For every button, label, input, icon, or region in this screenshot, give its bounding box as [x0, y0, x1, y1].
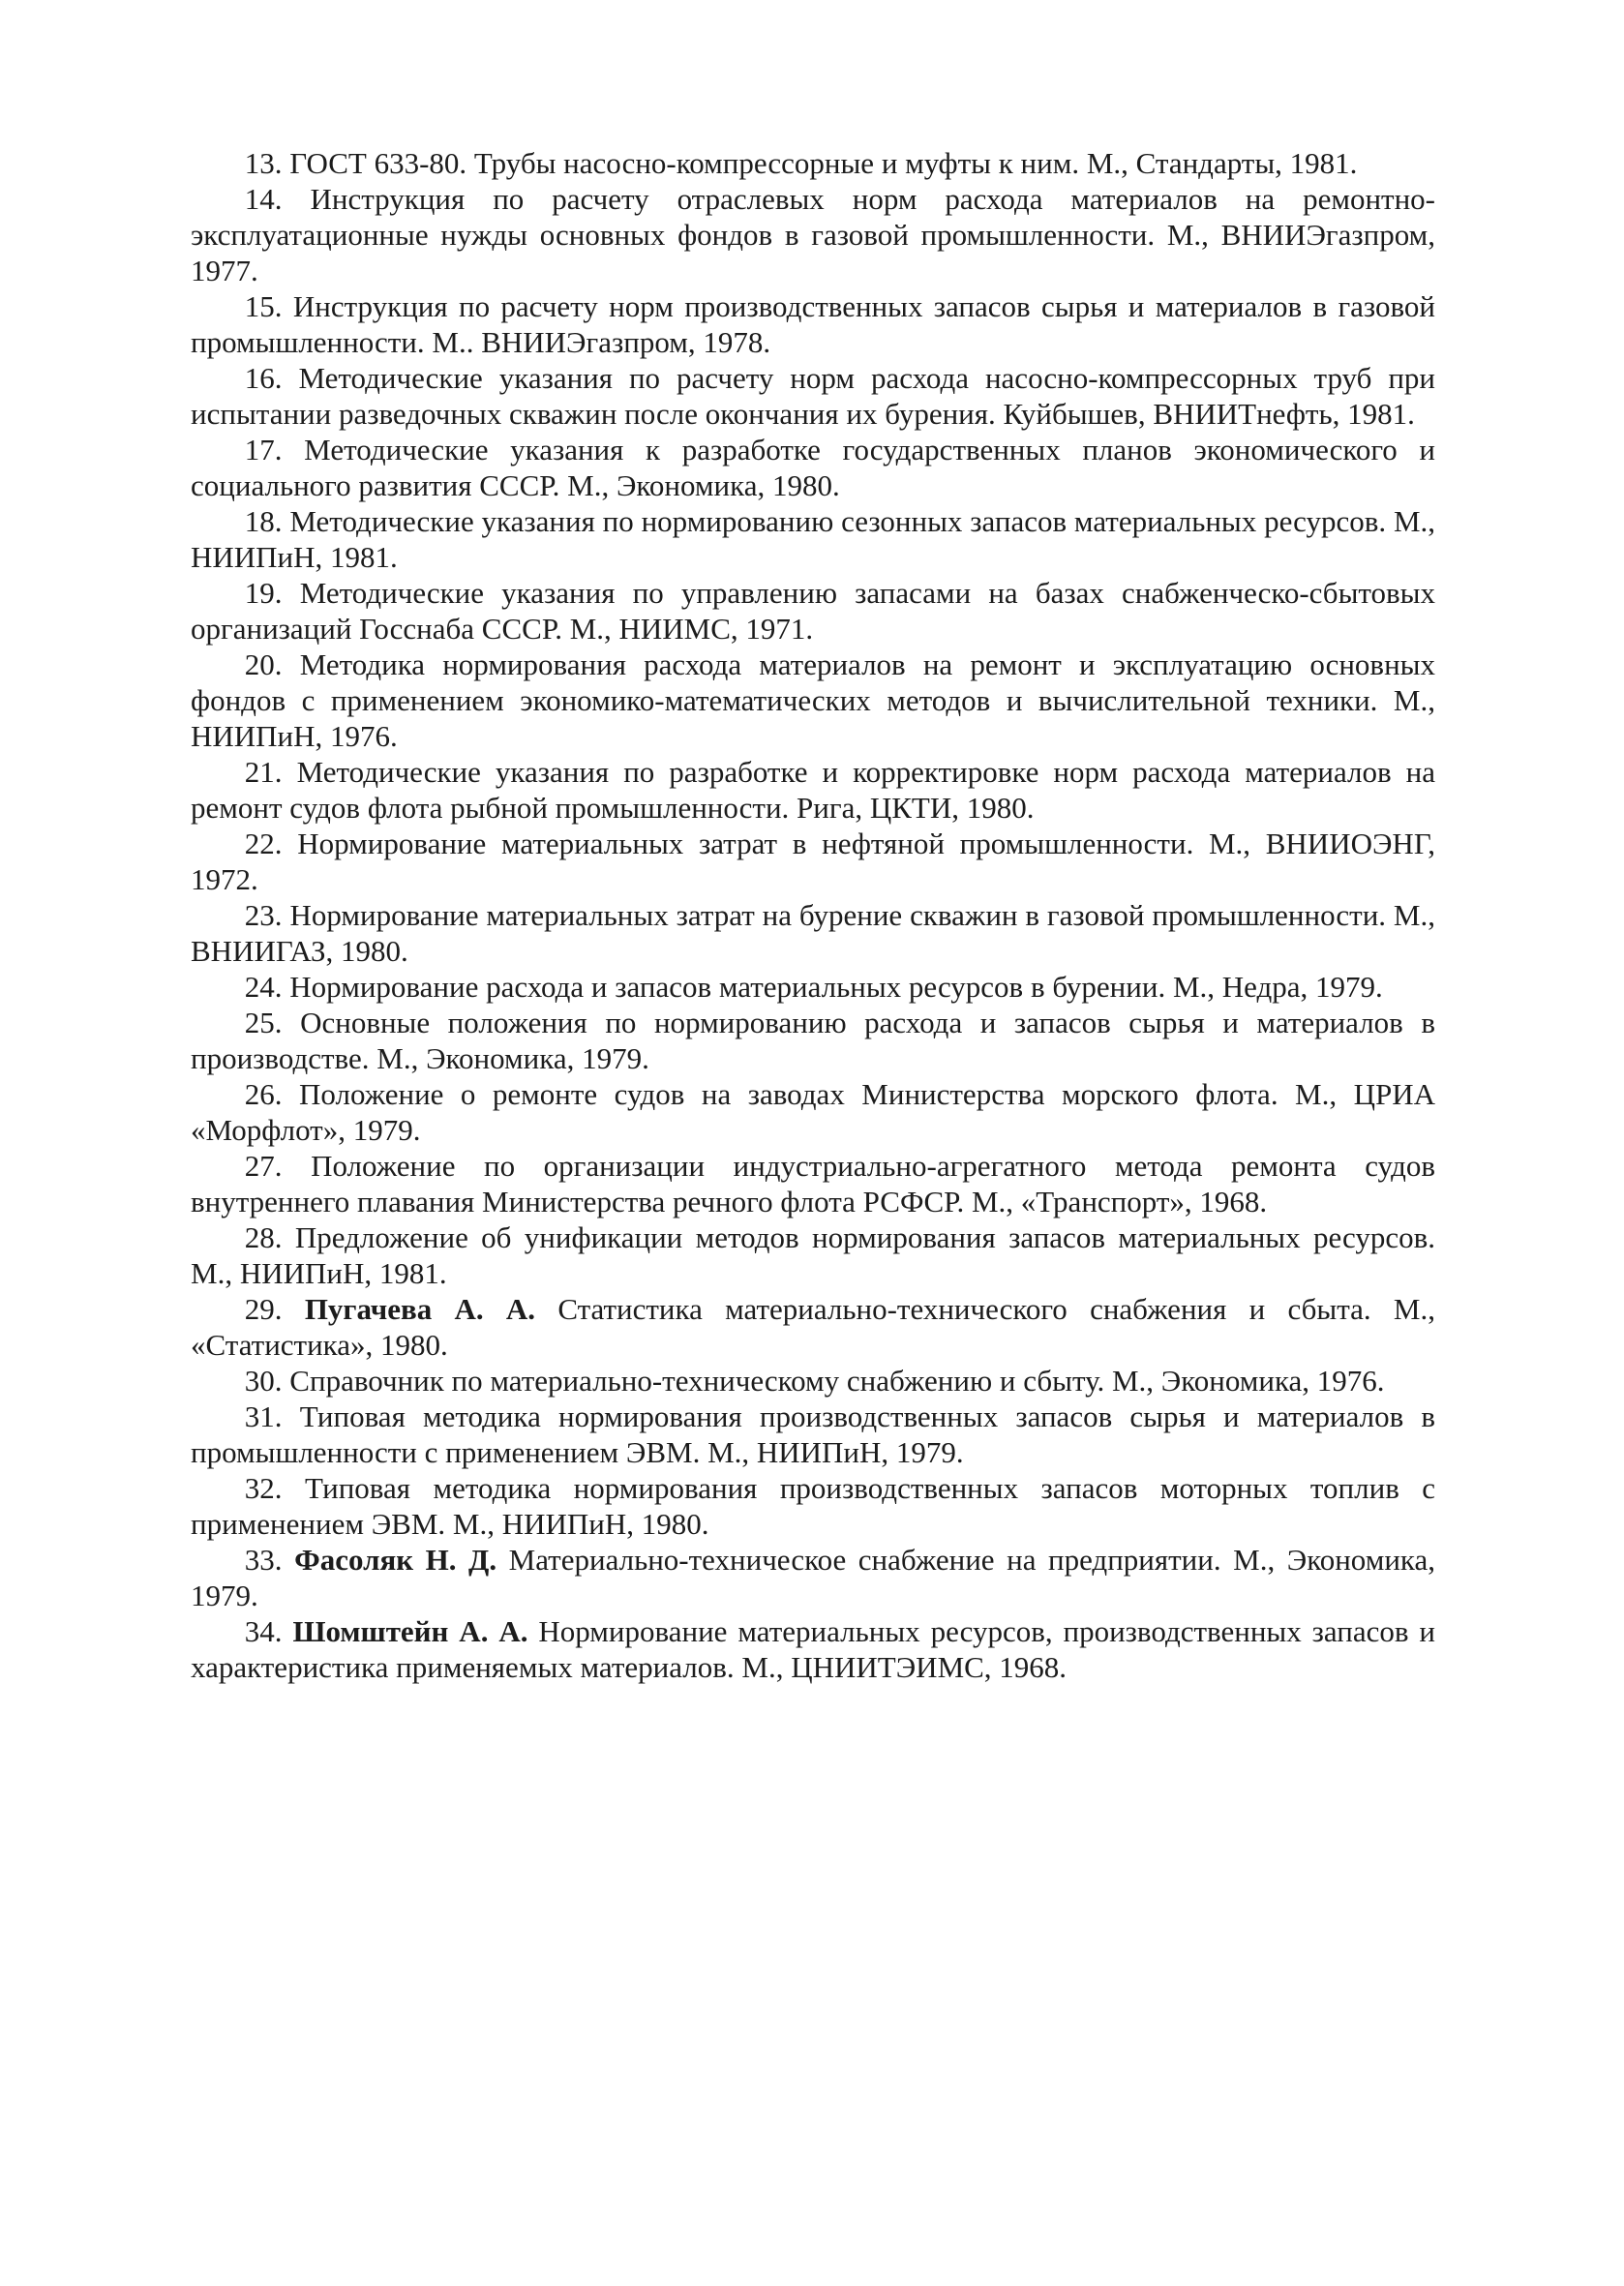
reference-text: Методические указания по нормированию сезонных запасов материальных ресурсов. М., НИИПиН, 1981. [191, 504, 1436, 574]
reference-item [191, 1399, 1435, 1470]
reference-number: 26. [244, 1077, 283, 1111]
reference-number: 33. [244, 1543, 283, 1577]
reference-item [191, 1470, 1435, 1542]
reference-item [191, 432, 1435, 503]
reference-number: 28. [244, 1220, 283, 1254]
reference-item [191, 360, 1435, 432]
reference-number: 34. [244, 1614, 283, 1648]
reference-text: Типовая методика нормирования производственных запасов сырья и материалов в промышленности с применением ЭВМ. М., НИИПиН, 1979. [191, 1399, 1436, 1469]
reference-item [191, 575, 1435, 647]
reference-item [191, 1076, 1435, 1148]
reference-text: Предложение об унификации методов нормирования запасов материальных ресурсов. М., НИИПиН, 1981. [191, 1220, 1436, 1290]
reference-text: Методические указания к разработке государственных планов экономического и социального развития СССР. М., Экономика, 1980. [191, 433, 1436, 502]
reference-item [191, 1005, 1435, 1076]
reference-text: Материально-техническое снабжение на предприятии. М., Экономика, 1979. [191, 1543, 1436, 1612]
reference-author: Пугачева А. А. [304, 1292, 536, 1326]
reference-item [191, 1148, 1435, 1219]
reference-text: Справочник по материально-техническому снабжению и сбыту. М., Экономика, 1976. [289, 1364, 1385, 1398]
reference-number: 14. [244, 182, 283, 216]
reference-text: Нормирование материальных затрат на бурение скважин в газовой промышленности. М., ВНИИГАЗ, 1980. [191, 898, 1435, 968]
reference-text: Методика нормирования расхода материалов на ремонт и эксплуатацию основных фондов с применением экономико-математических методов и вычислительной техники. М., НИИПиН, 1976. [191, 647, 1435, 753]
reference-text: Нормирование материальных ресурсов, производственных запасов и характеристика применяемых материалов. М., ЦНИИТЭИМС, 1968. [191, 1614, 1435, 1684]
reference-item [191, 145, 1435, 181]
reference-number: 32. [244, 1471, 283, 1505]
reference-item [191, 1613, 1435, 1685]
reference-text: Методические указания по разработке и корректировке норм расхода материалов на ремонт судов флота рыбной промышленности. Рига, ЦКТИ, 1980. [191, 755, 1435, 825]
reference-text: Методические указания по расчету норм расхода насосно-компрессорных труб при испытании разведочных скважин после окончания их бурения. Куйбышев, ВНИИТнефть, 1981. [191, 361, 1436, 431]
reference-text: Положение о ремонте судов на заводах Министерства морского флота. М., ЦРИА «Морфлот», 1979. [191, 1077, 1435, 1147]
reference-item [191, 754, 1435, 826]
reference-item [191, 181, 1435, 288]
reference-number: 25. [244, 1006, 283, 1039]
reference-item [191, 647, 1435, 754]
reference-text: Типовая методика нормирования производственных запасов моторных топлив с применением ЭВМ. М., НИИПиН, 1980. [191, 1471, 1435, 1541]
reference-number: 20. [244, 647, 283, 681]
reference-text: Инструкция по расчету норм производственных запасов сырья и материалов в газовой промышленности. М.. ВНИИЭгазпром, 1978. [191, 289, 1436, 359]
reference-item [191, 826, 1435, 897]
reference-number: 21. [244, 755, 283, 789]
reference-text: ГОСТ 633-80. Трубы насосно-компрессорные и муфты к ним. М., Стандарты, 1981. [289, 146, 1358, 180]
reference-item [191, 969, 1435, 1005]
reference-item [191, 1363, 1435, 1399]
reference-text: Основные положения по нормированию расхода и запасов сырья и материалов в производстве. М., Экономика, 1979. [191, 1006, 1435, 1075]
reference-text: Нормирование материальных затрат в нефтяной промышленности. М., ВНИИОЭНГ, 1972. [191, 827, 1435, 896]
reference-text: Статистика материально-технического снабжения и сбыта. М., «Статистика», 1980. [191, 1292, 1435, 1362]
reference-number: 27. [244, 1149, 283, 1183]
reference-item [191, 1542, 1435, 1613]
reference-number: 15. [244, 289, 283, 323]
reference-number: 22. [244, 827, 283, 860]
reference-author: Шомштейн А. А. [292, 1614, 528, 1648]
reference-item [191, 897, 1435, 969]
reference-item [191, 1219, 1435, 1291]
reference-text: Методические указания по управлению запасами на базах снабженческо-сбытовых организаций Госснаба СССР. М., НИИМС, 1971. [191, 576, 1436, 646]
reference-number: 30. [244, 1364, 283, 1398]
reference-number: 29. [244, 1292, 283, 1326]
reference-number: 19. [244, 576, 283, 610]
reference-text: Инструкция по расчету отраслевых норм расхода материалов на ремонтно-эксплуатационные нужды основных фондов в газовой промышленности. М., ВНИИЭгазпром, 1977. [191, 182, 1435, 287]
reference-number: 16. [244, 361, 283, 395]
reference-number: 23. [244, 898, 283, 932]
reference-number: 18. [244, 504, 283, 538]
reference-author: Фасоляк Н. Д. [294, 1543, 497, 1577]
reference-item [191, 503, 1435, 575]
reference-number: 24. [244, 970, 283, 1004]
reference-item [191, 288, 1435, 360]
reference-text: Положение по организации индустриально-агрегатного метода ремонта судов внутреннего плавания Министерства речного флота РСФСР. М., «Транспорт», 1968. [191, 1149, 1436, 1218]
reference-number: 31. [244, 1399, 283, 1433]
reference-item [191, 1291, 1435, 1363]
reference-list [191, 145, 1435, 1685]
reference-number: 13. [244, 146, 283, 180]
reference-text: Нормирование расхода и запасов материальных ресурсов в бурении. М., Недра, 1979. [289, 970, 1383, 1004]
reference-number: 17. [244, 433, 283, 466]
